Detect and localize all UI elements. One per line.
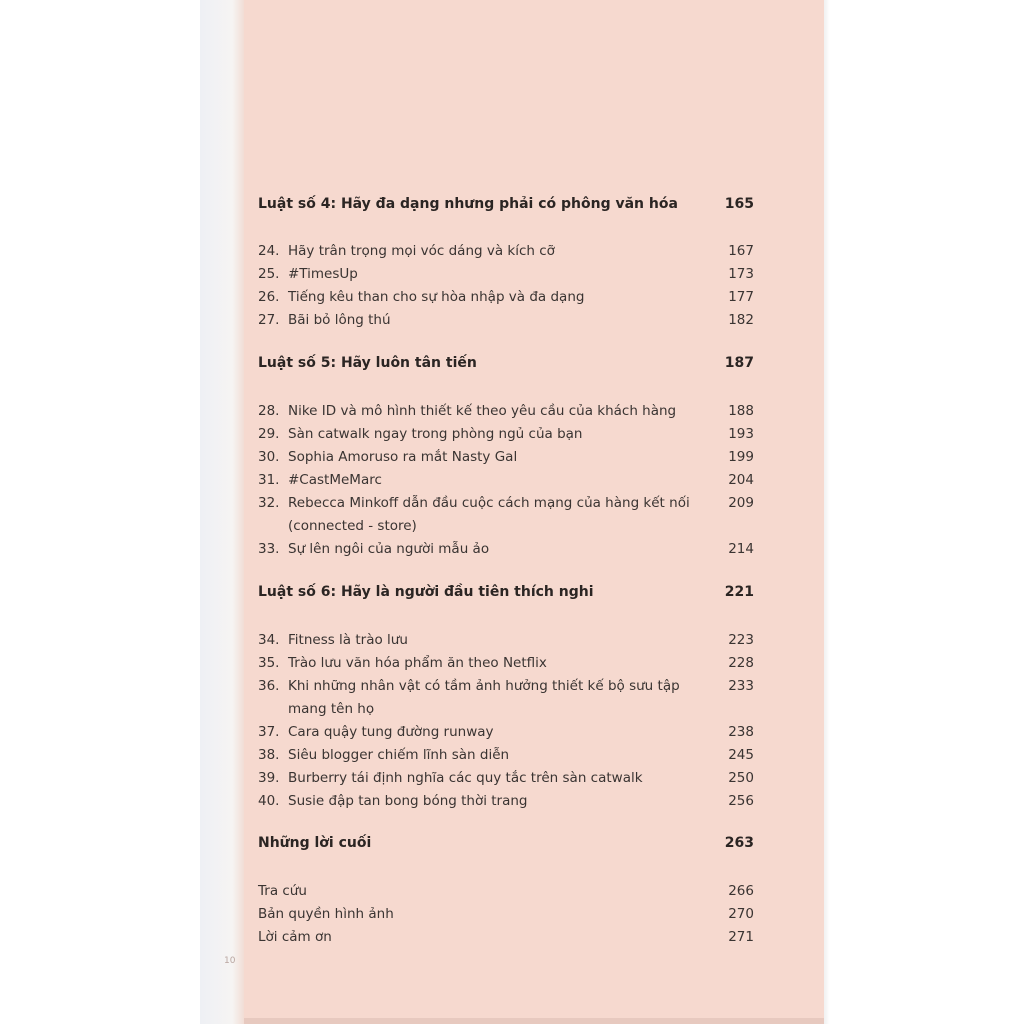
entry-number: 32. [258,495,280,511]
page-bottom-edge [244,1018,824,1024]
entry-number: 31. [258,472,280,488]
entry-number: 37. [258,724,280,740]
section-page-number: 221 [724,584,754,600]
entry-title: Tra cứu [258,883,307,899]
section-page-number: 263 [724,835,754,851]
section-title: Luật số 5: Hãy luôn tân tiến [258,355,477,371]
entry-title: Tiếng kêu than cho sự hòa nhập và đa dạng [288,289,585,305]
entry-number: 36. [258,678,280,694]
entry-number: 34. [258,632,280,648]
entry-page-number: 193 [728,426,754,442]
entry-page-number: 238 [728,724,754,740]
entry-number: 30. [258,449,280,465]
entry-number: 33. [258,541,280,557]
entry-page-number: 167 [728,243,754,259]
entry-title: Lời cảm ơn [258,929,332,945]
entry-page-number: 233 [728,678,754,694]
entry-title: Sàn catwalk ngay trong phòng ngủ của bạn [288,426,583,442]
entry-title-continuation: mang tên họ [288,701,375,717]
entry-page-number: 228 [728,655,754,671]
entry-title: Bản quyền hình ảnh [258,906,394,922]
entry-page-number: 271 [728,929,754,945]
entry-title: Sự lên ngôi của người mẫu ảo [288,541,490,557]
entry-page-number: 204 [728,472,754,488]
entry-page-number: 245 [728,747,754,763]
entry-number: 38. [258,747,280,763]
entry-title: Burberry tái định nghĩa các quy tắc trên sàn catwalk [288,770,643,786]
entry-title: Siêu blogger chiếm lĩnh sàn diễn [288,747,510,763]
entry-number: 27. [258,312,280,328]
section-title: Luật số 4: Hãy đa dạng nhưng phải có phông văn hóa [258,196,678,212]
entry-number: 35. [258,655,280,671]
entry-title: #TimesUp [288,266,358,282]
book-gutter [200,0,246,1024]
section-title: Luật số 6: Hãy là người đầu tiên thích nghi [258,584,594,600]
entry-title: Sophia Amoruso ra mắt Nasty Gal [288,449,518,465]
entry-number: 39. [258,770,280,786]
entry-title: Rebecca Minkoff dẫn đầu cuộc cách mạng của hàng kết nối [288,495,690,511]
entry-number: 26. [258,289,280,305]
entry-title: Cara quậy tung đường runway [288,724,494,740]
entry-page-number: 182 [728,312,754,328]
entry-number: 40. [258,793,280,809]
entry-page-number: 188 [728,403,754,419]
entry-title: Bãi bỏ lông thú [288,312,391,328]
entry-page-number: 270 [728,906,754,922]
page-folio-number: 10 [224,956,236,966]
entry-page-number: 209 [728,495,754,511]
page-edge-shadow [824,0,830,1024]
entry-number: 25. [258,266,280,282]
section-page-number: 165 [724,196,754,212]
entry-title-continuation: (connected - store) [288,518,417,534]
entry-page-number: 223 [728,632,754,648]
entry-title: Khi những nhân vật có tầm ảnh hưởng thiết kế bộ sưu tập [288,678,680,694]
entry-title: Susie đập tan bong bóng thời trang [288,793,528,809]
entry-title: Fitness là trào lưu [288,632,408,648]
entry-number: 24. [258,243,280,259]
entry-page-number: 214 [728,541,754,557]
entry-title: Nike ID và mô hình thiết kế theo yêu cầu của khách hàng [288,403,677,419]
entry-page-number: 173 [728,266,754,282]
section-title: Những lời cuối [258,835,372,851]
entry-number: 28. [258,403,280,419]
section-page-number: 187 [724,355,754,371]
entry-page-number: 256 [728,793,754,809]
entry-page-number: 266 [728,883,754,899]
entry-title: Hãy trân trọng mọi vóc dáng và kích cỡ [288,243,555,259]
entry-page-number: 199 [728,449,754,465]
entry-title: #CastMeMarc [288,472,382,488]
entry-title: Trào lưu văn hóa phẩm ăn theo Netflix [288,655,547,671]
entry-page-number: 250 [728,770,754,786]
entry-page-number: 177 [728,289,754,305]
entry-number: 29. [258,426,280,442]
